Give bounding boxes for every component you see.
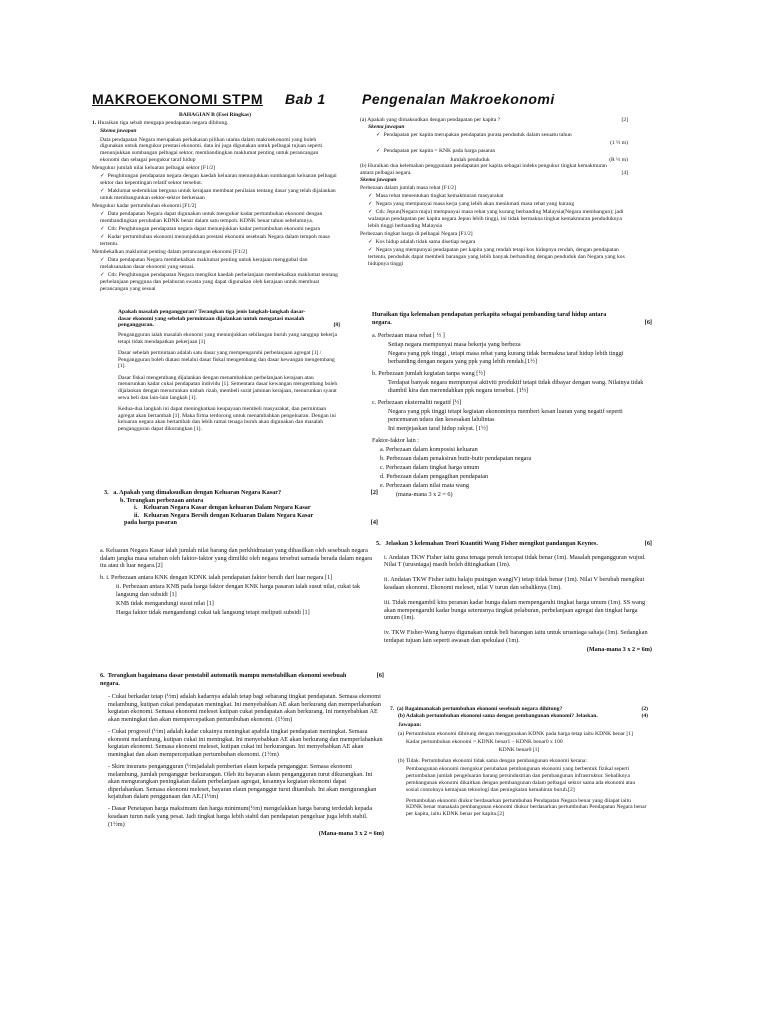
pc-formula-den: Jumlah penduduk [450,156,490,163]
skema-label: Skema jawapan [100,128,137,135]
qb-weakness: (b) Huraikan dua kelemahan penggunaan pendapatan per kapita sebagai indeks pengukur tingkat kemakmuran antara pelbagai negara. [360,163,607,176]
q7-number: 7. [390,706,395,712]
q1-point-1b: ✓ Maklumat sedemikian berguna untuk kerajaan membuat penilaian tentang dasar yang telah dijalankan untuk membangunkan sektor-sektor berkenaan [92,188,338,201]
q3-question [104,489,378,527]
q1-number: 1. [92,120,97,127]
pc-b-point-2a: ✓ Kos hidup adalah tidak sama disetiap negara [360,239,628,246]
q3bi-text: Keluaran Negara Kasar dengan keluaran Dalam Negara Kasar [143,504,311,512]
q1-point-3: Membekalkan maklumat penting dalam perancangan ekonomi [F1/2] [92,249,248,256]
q7b-text: (b) Adakah pertumbuhan ekonomi sama dengan pembangunan ekonomi? Jelaskan. [398,712,598,719]
chapter-label: Bab 1 [285,91,326,107]
q5-max-note: (Mana-mana 3 x 2 = 6m) [586,645,652,653]
q7b-answer: (b) Tidak. Pertumbuhan ekonomi tidak sama dengan pembangunan ekonomi kerana: [398,758,587,765]
q6-number: 6. [100,672,105,679]
q1-text: Huraikan tiga sebab mengapa pendapatan negara dihitung. [97,120,229,127]
qa-mark: [2] [621,117,628,123]
q4-b1: Terdapat banyak negara mempunyai aktiviti produktif tetapi tidak dibayar dengan wang. Nilainya tidak diambil kira dan merendahkan ppk negara tersebut. [1½] [388,379,644,394]
q2-answer-1: Pengangguran ialah masalah ekonomi yang menunjukkan sebilangan buruh yang sanggup bekerja tetapi tidak mendapatkan pekerjaan [1] [118,332,338,345]
q5-number: 5. [376,540,381,547]
q7a-answer: (a) Pertumbuhan ekonomi dihitung dengan menggunakan KDNK pada harga tetap iaitu KDNK benar [1] [398,730,633,737]
q3bi-answer: b. i. Perbezaan antara KNK dengan KDNK ialah pendapatan faktor bersih dari luar negara [1] [100,574,333,582]
right-upper-block [360,117,628,269]
q4-factor-b: b. Perbezaan dalam penaksiran butir-butir pendapatan negara [380,454,532,462]
q4-c1: Negara yang ppk tinggi tetapi kegiatan ekonominya memberi kesan luaran yang negatif seperti pencemaran udara dan kesesakan lalulintas [388,407,623,423]
q4-a2: Negara yang ppk tinggi , tetapi masa rehat yang kurang tidak bermakna taraf hidup lebih tinggi berbanding dengan negara yang ppk yang lebih rendah.[1½] [388,350,624,365]
q1-point-1: Mengukur jumlah nilai keluaran pelbagai sektor [F1/2] [92,164,216,171]
q4-mark: [6] [644,318,652,326]
q6-text: Terangkan bagaimana dasar penstabil automatik mampu menstabilkan ekonomi sesebuah negara. [100,672,347,687]
q3a-text: a. Apakah yang dimaksudkan dengan Keluaran Negara Kasar? [113,489,282,496]
q3b-text: b. Terangkan perbezaan antara [120,496,204,504]
q1-point-1a: ✓ Penghitungan pendapatan negara dengan kaedah keluaran menunjukkan sumbangan keluaran pelbagai sektor dan kepentingan relatif sektor tersebut. [92,173,338,186]
pc-b-point-2: Perbezaan tingkat harga di pelbagai Negara [F1/2] [360,231,473,238]
q1-point-2c: ✓ Kadar pertumbuhan ekonomi menunjukkan prestasi ekonomi sesebuah Negara dalam tempoh masa tertentu. [92,234,338,247]
q2-text: Apakah masalah pengangguran? Terangkan tiga jenis langkah-langkah dasar-dasar ekonomi yang sebelah permintaan dijalankan untuk mengatasi masalah pengangguran. [118,309,306,329]
q3b-mark: [4] [370,519,378,527]
pc-answer-1-mark: (1 ½ m) [610,140,628,147]
q1-para: Data pendapatan Negara merupakan perkakasan pilihan utama dalam makroekonomi yang boleh digunakan untuk mengukur prestasi ekonomi. data ini juga digunakan untuk pelbagai tujuan seperti menunjukkan sumbangan pelbagai sektor, membandingkan maklumat penting untuk perancangan ekonomi dan sebagai pengukur taraf hidup [100,136,323,163]
q5-point-iii: iii. Tidak mengambil kira peranan kadar bunga dalam mempengaruhi tingkat harga umum (1m). SS wang akan mempengaruhi kadar bunga seterusnya tingkat pelaburan, perbelanjaan agregat dan tingkat harga umum (1m). [384,598,646,622]
qb-mark: [4] [621,169,628,176]
q7b-mark: (4) [641,712,648,719]
q4-a: a. Perbezaan masa rehat [ ½ ] [372,332,445,340]
q7a-mark: (2) [641,706,648,712]
q4-factor-e: e. Perbezaan dalam nilai mata wang [380,482,469,490]
q7a-formula: Kadar pertumbuhan ekonomi = KDNK benar1 – KDNK benar0 x 100 [406,738,563,745]
q3bii-num: ii. [134,511,139,519]
q1-point-3a: ✓ Data pendapatan Negara membekalkan maklumat penting untuk kerajaan menggubal dan melaksanakan dasar ekonomi yang sesuai. [92,257,338,270]
q1-point-2a: ✓ Data pendapatan Negara dapat digunakan untuk mengukur kadar pertumbuhan ekonomi dengan membandingkan perubahan KDNK benar dalam satu tempoh. KDNK benar tahun sebelumnya. [92,211,338,224]
q5-block [376,540,652,655]
pc-b-point-1c: ✓ Cth: Jepun(Negara maju) mempunyai masa rehat yang kurang berbanding Malaysia(Negara membangun); jadi walaupun pendapatan per kapita negara Jepun lebih tinggi, ini tidak bermakna tingkat kemakmuran penduduknya lebih tinggi berbanding Malaysia [360,209,628,229]
q3a-mark: [2] [370,489,378,496]
q6-mark: [6] [376,672,384,679]
skema-label-3: Skema jawapan [360,176,397,183]
q5-point-ii: ii. Andaian TKW Fisher iaitu halaju pusingan wang(V) tetap tidak benar (1m). Nilai V berubah mengikut keadaan ekonomi. Ekonomi meleset, nilai V turun dan sebaliknya (1m). [384,576,645,591]
q4-c2: Ini menjejaskan taraf hidup rakyat. [1½] [388,424,488,432]
pc-b-point-1b: ✓ Negara yang mempunyai masa kerja yang lebih akan menikmati masa rehat yang kurang [360,201,628,208]
q3bi-num: i. [134,504,138,512]
q7a-text: (a) Bagaimanakah pertumbuhan ekonomi sesebuah negara dihitung? [397,706,563,712]
q3a-answer: a. Keluaran Negara Kasar ialah jumlah nilai barang dan perkhidmatan yang dihasilkan oleh sesebuah negara dalam jangka masa setahun oleh faktor-faktor yang dimiliki oleh negara tersebut samada berada dalam negara itu atau di luar negara.[2] [100,547,373,570]
pc-formula: ✓ Pendapatan per kapita = KNK pada harga pasaran [360,148,628,155]
q5-text: Jelaskan 3 kelemahan Teori Kuantiti Wang Fisher mengikut pandangan Keynes. [385,540,598,547]
q4-c: c. Perbezaan eksternaliti negatif [½] [372,398,462,406]
q7b-answer-2: Pertumbuhan ekonomi diukur berdasarkan pertumbuhan Pendapatan Negara benar yang diiapat iaitu KDNK benar manakala pembangunan ekonomi diukur berdasarkan pertumbuhan Pendapatan Negara benar per kapita, iaitu KDNK benar per kapita.[2] [406,797,647,818]
q4-factor-a: a. Perbezaan dalam komposisi keluaran [380,445,478,453]
qa-per-capita: (a) Apakah yang dimaksudkan dengan pendapatan per kapita ? [360,117,501,123]
q4-other-factors: Faktor-faktor lain : [372,436,419,444]
q2-answer-3: Dasar fiskal mengembang dijalankan dengan menambahkan perbelanjaan kerajaan atau menurunkan kadar cukai pendapatan individu [1]. Sementara dasar kewangan mengembang boleh dijalankan dengan menurunkan nisbah rizab, membeli surat jaminan kerajaan, menurunkan syarat sewa beli dan lain-lain langkah [1]. [118,374,338,401]
q3bii-answer: ii. Perbezaan antara KNB pada harga faktor dengan KNK harga pasaran ialah susut nilai, cukai tak langsung dan subsidi [1] [116,583,360,598]
q5-point-iv: iv. TKW Fisher-Wang hanya digunakan untuk beli barangan iaitu untuk urusniaga sahaja (1m). Sedangkan terdapat tujuan lain seperti awasan dan spekulasi (1m). [384,629,648,644]
q2-answer-4: Kedua-dua langkah ini dapat meningkatkan keupayaan membeli masyarakat, dan permintaan agregat akan bertambah [1]. Maka firma terdorong untuk menambahkan pengeluaran. Dengan ini keluaran negara akan bertambah dan lebih ramai tenaga buruh akan digunakan dan masalah pengangguran dapat dikurangkan [1]. [118,405,336,433]
q6-answer-3: - Skim insurans pengangguran (½m)adalah pemberian elaun kepada penganggur. Semasa ekonomi melambung, jumlah penganggur berkurangan. Oleh itu bayaran elaun pengangguran turut dikurangkan. Ini akan mengurangkan peningkatan dalam perbelanjaan agregat, kesannya kegiatan ekonomi dapat diperlahankan. Semasa ekonomi meleset, bayaran elaun penganggur turut ditambah. Ini akan mengurangkan kejatuhan dalam penggunaan dan AE.(1½m) [108,762,377,801]
q3bii-answer-2: KNB tidak mengandungi susut nilai [1] [116,600,214,608]
right-mid-block [372,311,652,500]
q4-text: Huraikan tiga kelemahan pendapatan perkapita sebagai pembanding taraf hidup antara negara. [372,311,607,326]
pc-b-point-2b: ✓ Negara yang mempunyai pendapatan per kapita yang rendah tetapi kos hidupnya rendah, dengan pendapatan tertentu, penduduk dapat membeli barangan yang lebih banyak berbanding dengan penduduk dan Negara yang kos hidupnya tinggi [360,247,628,267]
q6-block [100,672,384,839]
q2-mark: [8] [333,322,340,329]
q3bii-answer-3: Harga faktor tidak mengandungi cukai tak langsung tetapi meliputi subsidi [1] [116,609,310,617]
q1-point-2b: ✓ Cth: Penghitungan pendapatan negara dapat menunjukkan kadar pertumbuhan ekonomi negara [92,226,338,233]
left-mid-block [118,309,340,434]
pc-b-point-1a: ✓ Masa rehat menentukan tingkat kemakmuran masyarakat [360,193,628,200]
q4-factor-d: d. Perbezaan dalam pengagihan pendapatan [380,473,489,481]
pc-answer-1: ✓ Pendapatan per kapita merupakan pendapatan purata penduduk dalam sesuatu tahun [360,132,628,139]
q6-max-note: (Mana-mana 3 x 2 = 6m) [318,829,384,837]
q4-factor-c: c. Perbezaan dalam tingkat harga umum [380,464,480,471]
q4-max-note: (mana-mana 3 x 2 = 6) [396,491,453,499]
q6-answer-2: - Cukai progresif (½m) adalah kadar cukainya meningkat apabila tingkat pendapatan meningkat. Semasa ekonomi melambung, kutipan cukai ini meningkat. Ini menyebabkan AE akan berkurang dan memperlahankan kegiatan ekonomi. Semasa ekonomi meleset, kutipan cukai ini berkurangan. Ini menyebabkan AE akan meningkat dan akan mempercepatkan pertumbuhan ekonomi. (1½m) [108,728,383,758]
q3bii-text: Keluaran Negara Bersih dengan Keluaran Dalam Negara Kasar [143,511,314,519]
q4-a1: Setiap negara mempunyai masa bekerja yang berbeza [388,341,521,349]
q3bii-tail: pada harga pasaran [124,519,177,527]
pc-formula-mark: (R ½ m) [609,156,628,163]
subject-title: MAKROEKONOMI STPM [92,91,264,107]
q3-number: 3. [104,489,109,496]
q7-block [390,706,648,819]
pc-b-point-1: Perbezaan dalam jumlah masa rehat [F1/2] [360,184,456,191]
q7-jawapan-label: Jawapan: [398,722,422,729]
q1-point-3b: ✓ Cth: Penghitungan pendapatan Negara mengikut kaedah perbelanjaan membekalkan maklumat tentang perbelanjaan pengguna dan pelaburan swasta yang dapat digunakan oleh kerajaan untuk membuat perancangan yang sesuai [92,272,338,292]
q7a-formula-den: KDNK benar0 [1] [498,747,540,754]
q5-point-i: i. Andaian TKW Fisher iaitu guna tenaga penuh tercapai tidak benar (1m). Masalah pengangguran wujud. Nilai T (urusniaga) masih boleh ditingkatkan (1m). [384,553,646,569]
q6-answer-4: - Dasar Penetapan harga maksimum dan harga minimum(½m) mengelakkan harga barang terdedah kepada keadaan turun naik yang pesat. Jadi tingkat harga lebih stabil dan pendapatan pengeluar juga lebih stabil.(1½m) [108,805,373,828]
q6-answer-1: - Cukai berkadar tetap (½m) adalah kadarnya adalah tetap bagi sebarang tingkat pendapatan. Semasa ekonomi melambung, kutipan cukai pendapatan meningkat. Ini menyebabkan AE akan berkurang dan memperlahankan kegiatan ekonomi. Semasa ekonomi meleset kutipan cukai pendapatan akan berkurang. Ini menyebabkan AE akan meningkat dan akan mempercepatkan pertumbuhan ekonomi. (1½m) [108,693,382,723]
q4-b: b. Perbezaan jumlah kegiatan tanpa wang [½] [372,370,486,378]
topic-title: Pengenalan Makroekonomi [362,91,555,107]
q2-answer-2: Dasar sebelah permintaan adalah satu dasar yang mempengaruhi perbelanjaan agregat [1] / Pengangguran boleh diatasi melalui dasar fiskal mengembang dan dasar kewangan mengembang [1]. [118,350,335,370]
section-heading: BAHAGIAN B (Esei Ringkas) [179,112,251,118]
left-upper-block [92,112,338,294]
q1-point-2: Mengukur kadar pertumbuhan ekonomi [F1/2] [92,202,197,209]
q3-answers [100,547,380,618]
skema-label-2: Skema jawapan [368,123,405,130]
q7b-answer-1: Pembangunan ekonomi mengukur perubahan pembangunan ekonomi yang berbentuk fizikal seperti pertumbuhan jumlah pengeluaran barang persindustrian dan pembangunan infrastruktur. Sebaliknya pembangunan ekonomi dikaitkan dengan pembangunan dalam pelbagai sektor sama ada ekonomi atau sosial contohnya kemajuan teknologi dan peningkatan kemahiran buruh.[2] [406,766,636,793]
q5-mark: [6] [644,540,652,547]
